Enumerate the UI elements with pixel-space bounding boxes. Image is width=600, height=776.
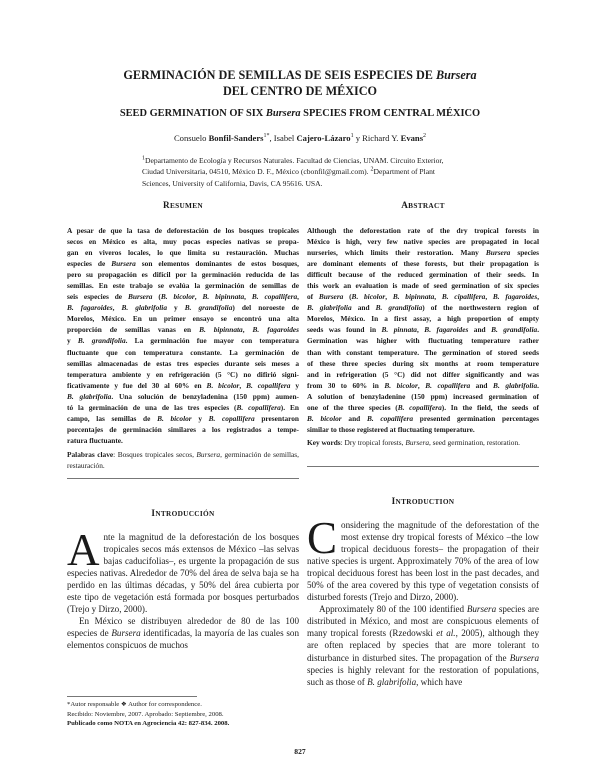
affiliations: $^1$Departamento de Ecología y Recursos Naturales. Facultad de Ciencias, UNAM. Circuito Exterior, Ciudad Universitaria, 04510, México D. F., México (cbonfil@gmail.com). $^2$Department of Plant Sciences, University of California, Davis, CA 95616. USA. <box>142 155 444 188</box>
resumen-line: semillas. En este trabajo se evalúa la germinación de semillas de <box>67 281 299 291</box>
separator-left <box>67 478 299 479</box>
title-spanish: GERMINACIÓN DE SEMILLAS DE SEIS ESPECIES DE Bursera <box>123 68 477 82</box>
abstract-line: Although the deforestation rate of the dry tropical forests in <box>307 226 539 235</box>
abstract-line: seeds was found in B. pinnata, B. fagaroides and B. grandifolia. <box>307 325 540 335</box>
abstract-heading: ABSTRACT <box>401 200 445 210</box>
resumen-line: porcentajes de germinación similares a los registrados a tempe- <box>67 424 299 434</box>
palabras-clave: Palabras clave: Bosques tropicales secos, Bursera, germinación de semillas, restauración. <box>67 450 299 471</box>
abstract-line: difficult because of the reduced germination of their seeds. In <box>307 270 539 280</box>
abstract-line: similar to those registered at fluctuating temperature. <box>307 424 475 434</box>
abstract-line: Germination was higher with fluctuating temperature rather <box>307 336 539 346</box>
resumen-line: Morelos, México. En un primer ensayo se encontró una alta <box>67 314 299 324</box>
abstract-line: nurseries, which limits their restoration. Many Bursera species <box>307 248 539 258</box>
abstract-line: B. glabrifolia and B. grandifolia) of the northwestern region of <box>307 303 539 313</box>
resumen-line: ficativamente y fue del 30 al 60% en B. bicolor, B. copallifera y <box>67 380 299 390</box>
page-number: 827 <box>294 747 306 756</box>
dropcap-c: C <box>307 513 338 563</box>
introduction-p2: Approximately 80 of the 100 identified Bursera species are distributed in México, and most are conspicuous elements of many tropical forests (Rzedowski et al., 2005), although they are often replaced by species that are more tolerant to disturbance in disturbed sites. The propagation of the Bursera species is highly relevant for the restoration of populations, such as those of B. glabrifolia, which have <box>307 604 539 687</box>
resumen-line: semillas almacenadas de estas tres especies durante seis meses a <box>67 358 299 368</box>
abstract-line: Morelos, México. In a first assay, a high proportion of empty <box>307 314 539 324</box>
abstract-line: México is high, very few native species are propagated in local <box>307 237 539 247</box>
resumen-text <box>67 225 299 446</box>
resumen-line: campo, las semillas de B. bicolor y B. copallifera presentaron <box>67 413 300 423</box>
introduccion-body: Ante la magnitud de la deforestación de los bosques tropicales secos más extensos de México –las selvas bajas caducifolias–, es urgente la propagación de sus especies nativas. Alrededor de 70% del área de selva baja se ha perdido en las últimas décadas, y 50% del área cubierta por este tipo de vegetación está formada por bosques perturbados (Trejo y Dirzo, 2000). En México se distribuyen alrededor de 80 de las 100 especies de Bursera identificadas, la mayoría de las cuales son elementos conspicuos de muchos <box>67 525 299 651</box>
abstract-line: this work an evaluation is made of seed germination of six species <box>307 281 539 291</box>
separator-right <box>307 466 539 467</box>
author-list: Consuelo Bonfil-Sanders$^{1*}$, Isabel Cajero-Lázaro$^1$ y Richard Y. Evans$^2$ <box>173 133 427 143</box>
introduccion-heading: INTRODUCCIÓN <box>151 508 215 518</box>
abstract-line: of Bursera (B. bicolor, B. bipinnata, B. cipallifera, B. fagaroides, <box>307 292 540 302</box>
abstract-line: one of the three species (B. copallifera). In the field, the seeds of <box>307 402 539 412</box>
title-english: SEED GERMINATION OF SIX Bursera SPECIES FROM CENTRAL MÉXICO <box>119 108 481 119</box>
resumen-line: temperatura ambiente y en refrigeración (5 °C) no difirió signi- <box>67 369 299 379</box>
resumen-line: especies de Bursera son elementos dominantes de estos bosques, <box>67 259 299 269</box>
abstract-line: from 30 to 60% in B. bicolor, B. copallifera and B. glabrifolia. <box>307 380 539 390</box>
resumen-line: B. fagaroides, B. glabrifolia y B. grandifolia) del noroeste de <box>67 303 299 313</box>
resumen-line: tó la germinación de una de las tres especies (B. copallifera). En <box>67 402 299 412</box>
footnote-rule <box>67 696 197 697</box>
resumen-line: ratura fluctuante. <box>67 435 123 445</box>
footnote: *Autor responsable ❖ Author for correspondence. Recibido: Noviembre, 2007. Aprobado: Septiembre, 2008. Publicado como NOTA en Agrociencia 42: 827-834. 2008. <box>67 701 230 728</box>
resumen-line: pero su propagación es difícil por la germinación reducida de las <box>67 270 299 280</box>
abstract-line: A solution of benzyladenine (150 ppm) increased germination of <box>307 391 539 401</box>
introduction-body: Considering the magnitude of the deforestation of the most extense dry tropical forests of México –the low tropical deciduous forests– the propagation of their native species is urgent. Approximately 70% of the area of low tropical deciduous forest has been lost in the past decades, and 50% of the area covered by this type of vegetation consists of disturbed forests (Trejo and Dirzo, 2000). Approximately 80 of the 100 identified Bursera species are distributed in México, and most are conspicuous elements of many tropical forests (Rzedowski et al., 2005), although they are often replaced by species that are more tolerant to disturbance in disturbed sites. The propagation of the Bursera species is highly relevant for the restoration of populations, such as those of B. glabrifolia, which have <box>307 513 539 687</box>
resumen-line: gan en viveros locales, lo que limita su restauración. Muchas <box>67 248 299 258</box>
dropcap-a: A <box>67 525 100 575</box>
title-spanish-line2: DEL CENTRO DE MÉXICO <box>222 84 378 98</box>
resumen-line: secos en México es alta, muy pocas especies nativas se propa- <box>67 237 299 247</box>
introduction-heading: INTRODUCTION <box>391 496 455 506</box>
resumen-line: A pesar de que la tasa de deforestación de los bosques tropicales <box>67 226 299 235</box>
abstract-line: of these three species during six months at room temperature <box>307 358 539 368</box>
abstract-text <box>307 225 539 435</box>
resumen-line: B. glabrifolia. Una solución de benzyladenina (150 ppm) aumen- <box>67 391 299 401</box>
resumen-line: seis especies de Bursera (B. bicolor, B. bipinnata, B. copallifera, <box>67 292 299 302</box>
resumen-line: proporción de semillas vanas en B. bipinnata, B. fagaroides <box>67 325 299 335</box>
key-words: Key words: Dry tropical forests, Bursera, seed germination, restoration. <box>307 438 520 447</box>
resumen-line: fluctuante que con temperatura constante. La germinación de <box>67 347 299 357</box>
introduccion-p2: En México se distribuyen alrededor de 80 de las 100 especies de Bursera identificadas, la mayoría de las cuales son elementos conspicuos de muchos <box>67 616 299 651</box>
abstract-line: are dominant elements of these forests, but their propagation is <box>307 259 539 269</box>
resumen-line: y B. grandifolia. La germinación fue mayor con temperatura <box>67 336 299 346</box>
abstract-line: than with constant temperature. The germination of stored seeds <box>307 347 539 357</box>
abstract-line: B. bicolor and B. copallifera presented germination percentages <box>307 413 539 423</box>
abstract-line: and in refrigeration (5 °C) did not differ significantly and was <box>307 369 539 379</box>
resumen-heading: RESUMEN <box>163 200 203 210</box>
